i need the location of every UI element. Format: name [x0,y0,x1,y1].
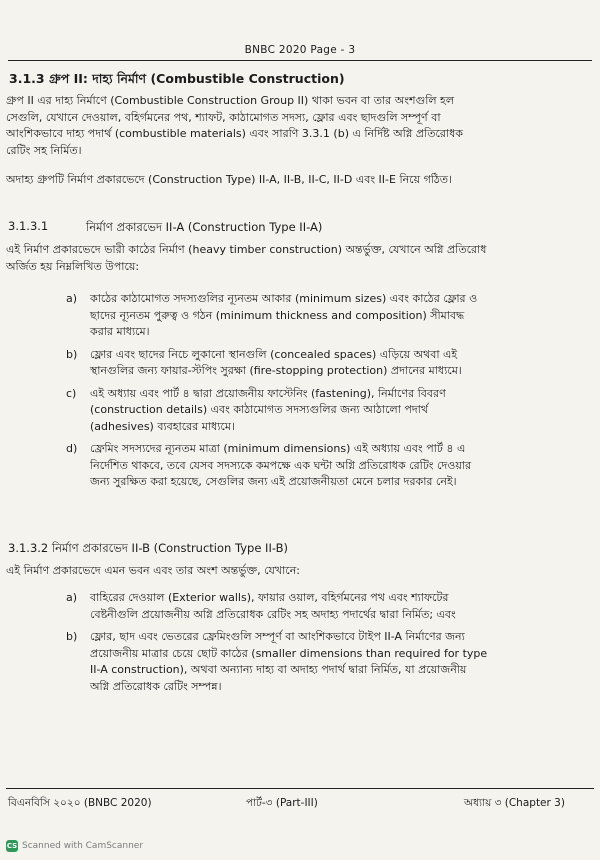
text-line: এই অধ্যায় এবং পার্ট ৪ দ্বারা প্রয়োজনীয় ফাস্টেনিং (fastening), নির্মাণের বিবরণ [90,386,446,400]
scanner-watermark [6,840,143,852]
list-marker: d) [66,442,78,455]
footer-left: বিএনবিসি ২০২০ (BNBC 2020) [8,797,152,809]
text-line: বেষ্টনীগুলি প্রয়োজনীয় অগ্নি প্রতিরোধক রেটিং সহ অদাহ্য পদার্থের দ্বারা নির্মিত; এবং [90,607,456,621]
text-line: প্রয়োজনীয় মাত্রার চেয়ে ছোট কাঠের (smaller dimensions than required for type [90,646,488,660]
text-line: বাহিরের দেওয়াল (Exterior walls), ফায়ার ওয়াল, বহির্গমনের পথ এবং শ্যাফটের [90,591,449,604]
list-marker: b) [66,630,78,643]
text-line: গ্রুপ II এর দাহ্য নির্মাণে (Combustible Construction Group II) থাকা ভবন বা তার অংশগুলি হল [6,94,455,107]
subsection-number: 3.1.3.1 [8,219,49,233]
subsection-intro: এই নির্মাণ প্রকারভেদে এমন ভবন এবং তার অংশ অন্তর্ভুক্ত, যেখানে: [6,564,300,577]
footer-right: অধ্যায় ৩ (Chapter 3) [464,797,565,809]
list-marker: a) [66,292,78,305]
page-header: BNBC 2020 Page - 3 [244,44,356,56]
text-line: এই নির্মাণ প্রকারভেদে ভারী কাঠের নির্মাণ (heavy timber construction) অন্তর্ভুক্ত, যেখানে অগ্নি প্রতিরোধ [6,243,487,256]
list-item [66,441,586,491]
header-divider [8,60,592,61]
footer-divider [6,788,594,789]
footer-center: পার্ট-৩ (Part-III) [246,797,318,809]
text-line: সেগুলি, যেখানে দেওয়াল, বহির্গমনের পথ, শ্যাফট, কাঠামোগত সদস্য, ফ্লোর এবং ছাদগুলি সম্পূর্ণ বা [6,110,441,124]
text-line: জন্য সুরক্ষিত করা হয়েছে, সেগুলির জন্য এই প্রয়োজনীয়তা মেনে চলার দরকার নেই। [90,475,457,488]
text-line: (construction details) এবং কাঠামোগত সদস্যগুলির জন্য আঠালো পদার্থ [90,403,428,416]
text-line: অর্জিত হয় নিম্নলিখিত উপায়ে: [6,259,140,273]
list-ii-a [66,291,586,491]
list-item [66,291,586,341]
text-line: স্থানগুলির জন্য ফায়ার-স্টপিং সুরক্ষা (fire-stopping protection) প্রদানের মাধ্যমে। [90,364,462,377]
list-marker: b) [66,347,78,361]
camscanner-icon: CS [6,842,18,850]
text-line: ফ্রেমিং সদস্যদের ন্যূনতম মাত্রা (minimum dimensions) এই অধ্যায় এবং পার্ট ৪ এ [90,442,466,455]
list-item [66,386,586,436]
text-line: অগ্নি প্রতিরোধক রেটিং সম্পন্ন। [90,679,222,693]
text-line: নির্দেশিত থাকবে, তবে যেসব সদস্যকে কমপক্ষে এক ঘন্টা অগ্নি প্রতিরোধক রেটিং দেওয়ার [90,458,472,472]
list-ii-b [66,590,586,695]
text-line: ফ্লোর, ছাদ এবং ভেতরের ফ্রেমিংগুলি সম্পূর্ণ বা আংশিকভাবে টাইপ II-A নির্মাণের জন্য [90,630,465,643]
scanner-text: Scanned with CamScanner [22,841,144,851]
subsection-intro [6,242,586,275]
section-heading: 3.1.3 গ্রুপ II: দাহ্য নির্মাণ (Combustible Construction) [9,71,345,86]
list-marker: a) [66,591,78,604]
text-line: II-A construction), অথবা অন্যান্য দাহ্য বা অদাহ্য পদার্থ দ্বারা নির্মিত, যা প্রয়োজনীয় [90,663,467,676]
list-marker: c) [66,386,77,400]
list-item [66,590,586,623]
text-line: ছাদের ন্যূনতম পুরুত্ব ও গঠন (minimum thickness and composition) সীমাবদ্ধ [90,308,465,322]
list-item [66,629,586,695]
text-line: আংশিকভাবে দাহ্য পদার্থ (combustible materials) এবং সারণি 3.3.1 (b) এ নির্দিষ্ট অগ্নি প্রতিরোধক [6,127,463,140]
text-line: রেটিং সহ নির্মিত। [6,143,82,157]
section-intro [6,93,586,159]
text-line: (adhesives) ব্যবহারের মাধ্যমে। [90,419,235,433]
text-line: ফ্লোর এবং ছাদের নিচে লুকানো স্থানগুলি (concealed spaces) এড়িয়ে অথবা এই [90,347,458,361]
types-line: অদাহ্য গ্রুপটি নির্মাণ প্রকারভেদে (Construction Type) II-A, II-B, II-C, II-D এবং II-E নিয়ে গঠিত। [6,173,452,186]
text-line: কাঠের কাঠামোগত সদস্যগুলির ন্যূনতম আকার (minimum sizes) এবং কাঠের ফ্লোর ও [90,292,478,305]
text-line: করার মাধ্যমে। [90,325,150,338]
list-item [66,347,586,380]
subsection-title: নির্মাণ প্রকারভেদ II-A (Construction Type II-A) [86,220,323,234]
subsection-heading: 3.1.3.2 নির্মাণ প্রকারভেদ II-B (Construction Type II-B) [8,541,288,555]
